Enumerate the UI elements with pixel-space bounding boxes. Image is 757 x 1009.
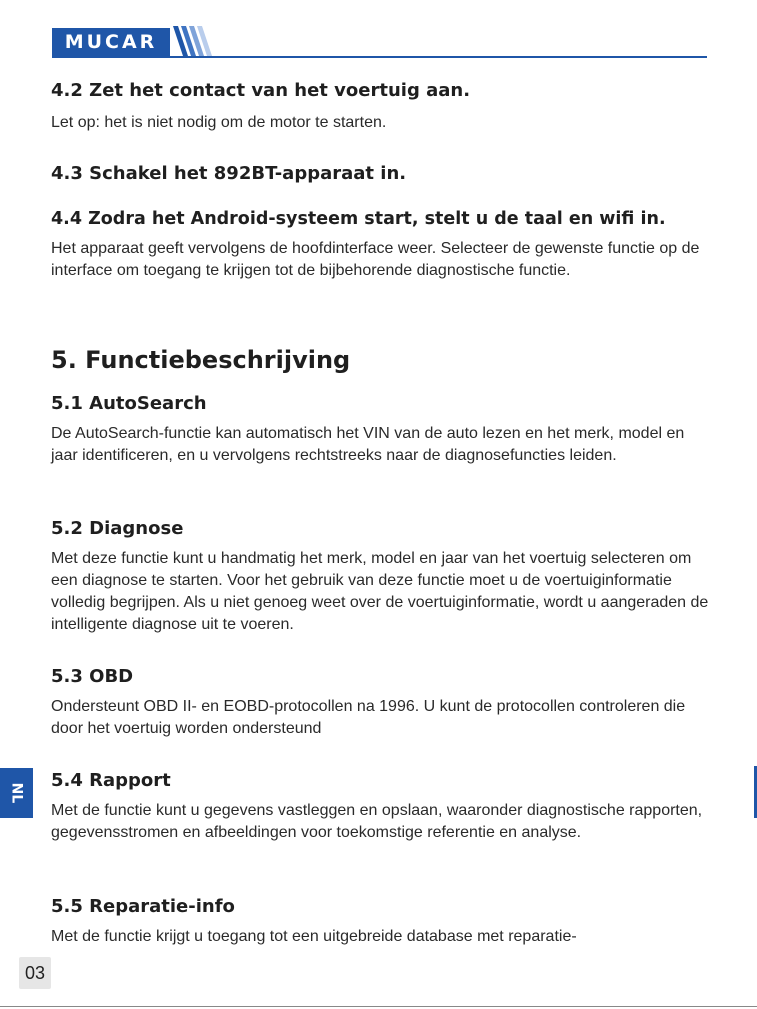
section-heading: 5.1 AutoSearch xyxy=(51,393,207,414)
page-bottom-rule xyxy=(0,1006,757,1007)
section-4-2 xyxy=(51,80,711,134)
section-heading: 5.4 Rapport xyxy=(51,770,171,791)
section-body: De AutoSearch-functie kan automatisch het VIN van de auto lezen en het merk, model en jaar identificeren, en u vervolgens rechtstreeks naar de diagnosefuncties leiden. xyxy=(51,425,685,464)
brand-logo xyxy=(52,28,170,56)
section-5-1 xyxy=(51,393,711,467)
chapter-title: 5. Functiebeschrijving xyxy=(51,346,351,374)
logo-text: MUCAR xyxy=(64,31,158,53)
section-5-4 xyxy=(51,770,711,844)
section-body: Met de functie kunt u gegevens vastleggen en opslaan, waaronder diagnostische rapporten, gegevensstromen en afbeeldingen voor toekomstige referentie en analyse. xyxy=(51,802,703,841)
section-5-5 xyxy=(51,896,711,948)
section-4-3 xyxy=(51,163,711,185)
section-4-4 xyxy=(51,208,711,282)
section-body: Het apparaat geeft vervolgens de hoofdinterface weer. Selecteer de gewenste functie op de interface om toegang te krijgen tot de bijbehorende diagnostische functie. xyxy=(51,240,700,279)
section-body: Met de functie krijgt u toegang tot een uitgebreide database met reparatie- xyxy=(51,928,577,945)
section-heading: 5.5 Reparatie-info xyxy=(51,896,235,917)
header-divider xyxy=(52,56,707,58)
section-5-2 xyxy=(51,518,711,636)
language-label: NL xyxy=(8,782,25,804)
section-heading: 4.3 Schakel het 892BT-apparaat in. xyxy=(51,163,407,184)
language-side-tab xyxy=(0,768,33,818)
section-heading: 4.2 Zet het contact van het voertuig aan. xyxy=(51,80,471,101)
section-body: Let op: het is niet nodig om de motor te starten. xyxy=(51,114,387,131)
section-heading: 5.3 OBD xyxy=(51,666,134,687)
section-body: Ondersteunt OBD II- en EOBD-protocollen na 1996. U kunt de protocollen controleren die door het voertuig worden ondersteund xyxy=(51,698,686,737)
logo-stripes-icon xyxy=(171,24,219,58)
section-heading: 4.4 Zodra het Android-systeem start, stelt u de taal en wifi in. xyxy=(51,209,666,229)
section-5 xyxy=(51,345,711,375)
section-body: Met deze functie kunt u handmatig het merk, model en jaar van het voertuig selecteren om een diagnose te starten. Voor het gebruik van deze functie moet u de voertuiginformatie volledig begrijpen. Als u niet genoeg weet over de voertuiginformatie, wordt u aangeraden de intelligente diagnose uit te voeren. xyxy=(51,550,709,633)
section-5-3 xyxy=(51,666,711,740)
section-heading: 5.2 Diagnose xyxy=(51,518,184,539)
page-number: 03 xyxy=(19,957,51,989)
